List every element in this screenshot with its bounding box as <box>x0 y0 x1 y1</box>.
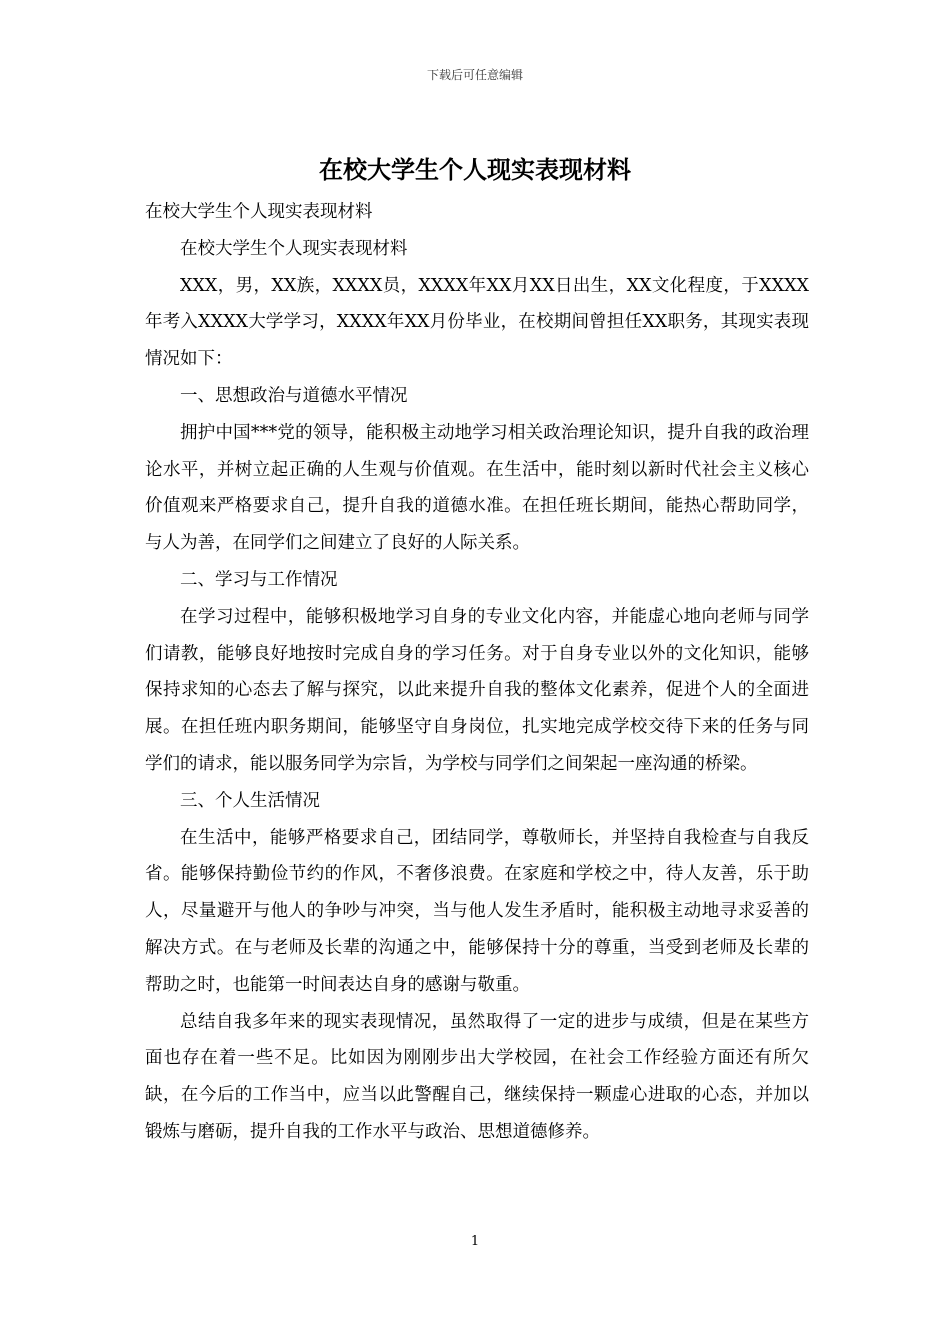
section3-paragraph: 在生活中，能够严格要求自己，团结同学，尊敬师长，并坚持自我检查与自我反省。能够保持勤俭节约的作风，不奢侈浪费。在家庭和学校之中，待人友善，乐于助人，尽量避开与他人的争吵与冲突，当与他人发生矛盾时，能积极主动地寻求妥善的解决方式。在与老师及长辈的沟通之中，能够保持十分的尊重，当受到老师及长辈的帮助之时，也能第一时间表达自身的感谢与敬重。 <box>145 827 809 995</box>
document-body <box>145 194 809 1151</box>
header-note: 下载后可任意编辑 <box>426 68 523 82</box>
summary-paragraph: 总结自我多年来的现实表现情况，虽然取得了一定的进步与成绩，但是在某些方面也存在着一些不足。比如因为刚刚步出大学校园，在社会工作经验方面还有所欠缺，在今后的工作当中，应当以此警醒自己，继续保持一颗虚心进取的心态，并加以锻炼与磨砺，提升自我的工作水平与政治、思想道德修养。 <box>145 1011 809 1142</box>
page-number: 1 <box>470 1234 480 1249</box>
section1-heading: 一、思想政治与道德水平情况 <box>180 385 408 406</box>
document-title: 在校大学生个人现实表现材料 <box>319 155 631 184</box>
section2-paragraph: 在学习过程中，能够积极地学习自身的专业文化内容，并能虚心地向老师与同学们请教，能够良好地按时完成自身的学习任务。对于自身专业以外的文化知识，能够保持求知的心态去了解与探究，以此来提升自我的整体文化素养，促进个人的全面进展。在担任班内职务期间，能够坚守自身岗位，扎实地完成学校交待下来的任务与同学们的请求，能以服务同学为宗旨，为学校与同学们之间架起一座沟通的桥梁。 <box>145 606 809 774</box>
section1-paragraph: 拥护中国***党的领导，能积极主动地学习相关政治理论知识，提升自我的政治理论水平，并树立起正确的人生观与价值观。在生活中，能时刻以新时代社会主义核心价值观来严格要求自己，提升自我的道德水准。在担任班长期间，能热心帮助同学，与人为善，在同学们之间建立了良好的人际关系。 <box>145 422 809 554</box>
subtitle-line-indented: 在校大学生个人现实表现材料 <box>180 238 408 259</box>
section3-heading: 三、个人生活情况 <box>180 790 320 811</box>
intro-paragraph: XXX，男，XX族，XXXX员，XXXX年XX月XX日出生，XX文化程度，于XXXX年考入XXXX大学学习，XXXX年XX月份毕业，在校期间曾担任XX职务，其现实表现情况如下： <box>145 275 809 370</box>
subtitle-line: 在校大学生个人现实表现材料 <box>145 202 373 222</box>
section2-heading: 二、学习与工作情况 <box>180 569 338 590</box>
